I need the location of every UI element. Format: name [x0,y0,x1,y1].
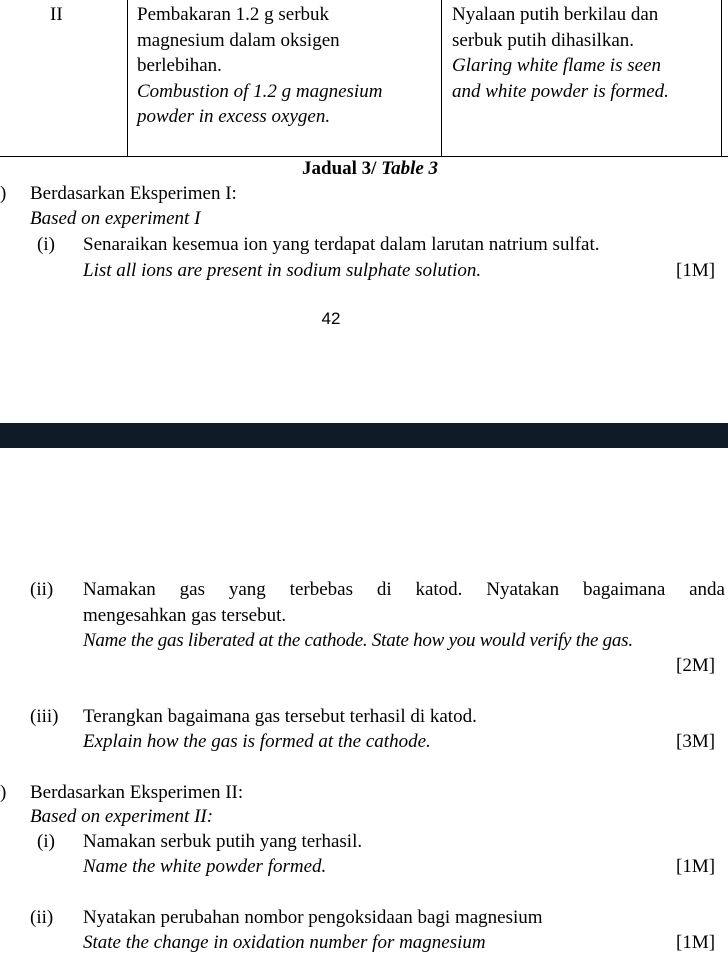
page-number: 42 [321,309,341,328]
question-text-english: Name the white powder formed. [83,856,327,877]
question-text-malay: mengesahkan gas tersebut. [83,605,287,626]
section-heading-malay: Berdasarkan Eksperimen I: [30,183,237,204]
question-number: (i) [37,831,55,852]
table-cell-line: and white powder is formed. [452,80,669,102]
question-marks: [3M] [676,731,716,752]
table-caption [302,158,438,180]
table-row-label: II [50,4,63,25]
table-cell-line: Pembakaran 1.2 g serbuk [137,4,330,25]
table-cell-line: Combustion of 1.2 g magnesium [137,80,383,102]
table-caption-malay: Jadual 3/ [302,158,377,179]
question-text-malay: Nyatakan perubahan nombor pengoksidaan bagi magnesium [83,907,543,928]
table-border [721,0,722,157]
question-number: (iii) [30,706,59,727]
question-text-english: List all ions are present in sodium sulphate solution. [83,260,482,281]
question-text-malay: Terangkan bagaimana gas tersebut terhasil di katod. [83,706,477,727]
table-cell-line: berlebihan. [137,55,222,76]
question-marks: [1M] [676,856,716,877]
table-cell-observation [452,2,669,104]
table-cell-line: Glaring white flame is seen [452,55,661,76]
question-text-malay: Senaraikan kesemua ion yang terdapat dalam larutan natrium sulfat. [83,234,600,255]
table-cell-procedure [137,2,382,130]
section-heading-malay: Berdasarkan Eksperimen II: [30,782,244,803]
table-border [441,0,442,157]
experiment-table [0,0,728,157]
question-number: (i) [37,234,55,255]
section-heading-english: Based on experiment II: [30,806,214,827]
question-text-english: Name the gas liberated at the cathode. State how you would verify the gas. [83,630,633,651]
section-marker: ) [0,183,7,204]
question-marks: [1M] [676,932,716,953]
section-heading-english: Based on experiment I [30,208,201,229]
table-border [0,156,728,157]
question-text-english: State the change in oxidation number for magnesium [83,932,486,953]
page-divider [0,423,728,448]
question-text-english: Explain how the gas is formed at the cathode. [83,731,431,752]
table-caption-english: Table 3 [381,158,439,179]
table-cell-line: magnesium dalam oksigen [137,29,340,51]
table-border [127,0,128,157]
table-cell-line: powder in excess oxygen. [137,106,331,127]
section-marker: ) [0,782,7,803]
table-cell-line: Nyalaan putih berkilau dan [452,4,659,25]
question-text-malay: Namakan serbuk putih yang terhasil. [83,831,363,852]
question-marks: [2M] [676,655,716,676]
table-cell-line: serbuk putih dihasilkan. [452,29,635,51]
question-number: (ii) [30,579,54,600]
question-number: (ii) [30,907,54,928]
question-text-malay: Namakan gas yang terbebas di katod. Nyatakan bagaimana anda [83,579,725,600]
question-marks: [1M] [676,260,716,281]
